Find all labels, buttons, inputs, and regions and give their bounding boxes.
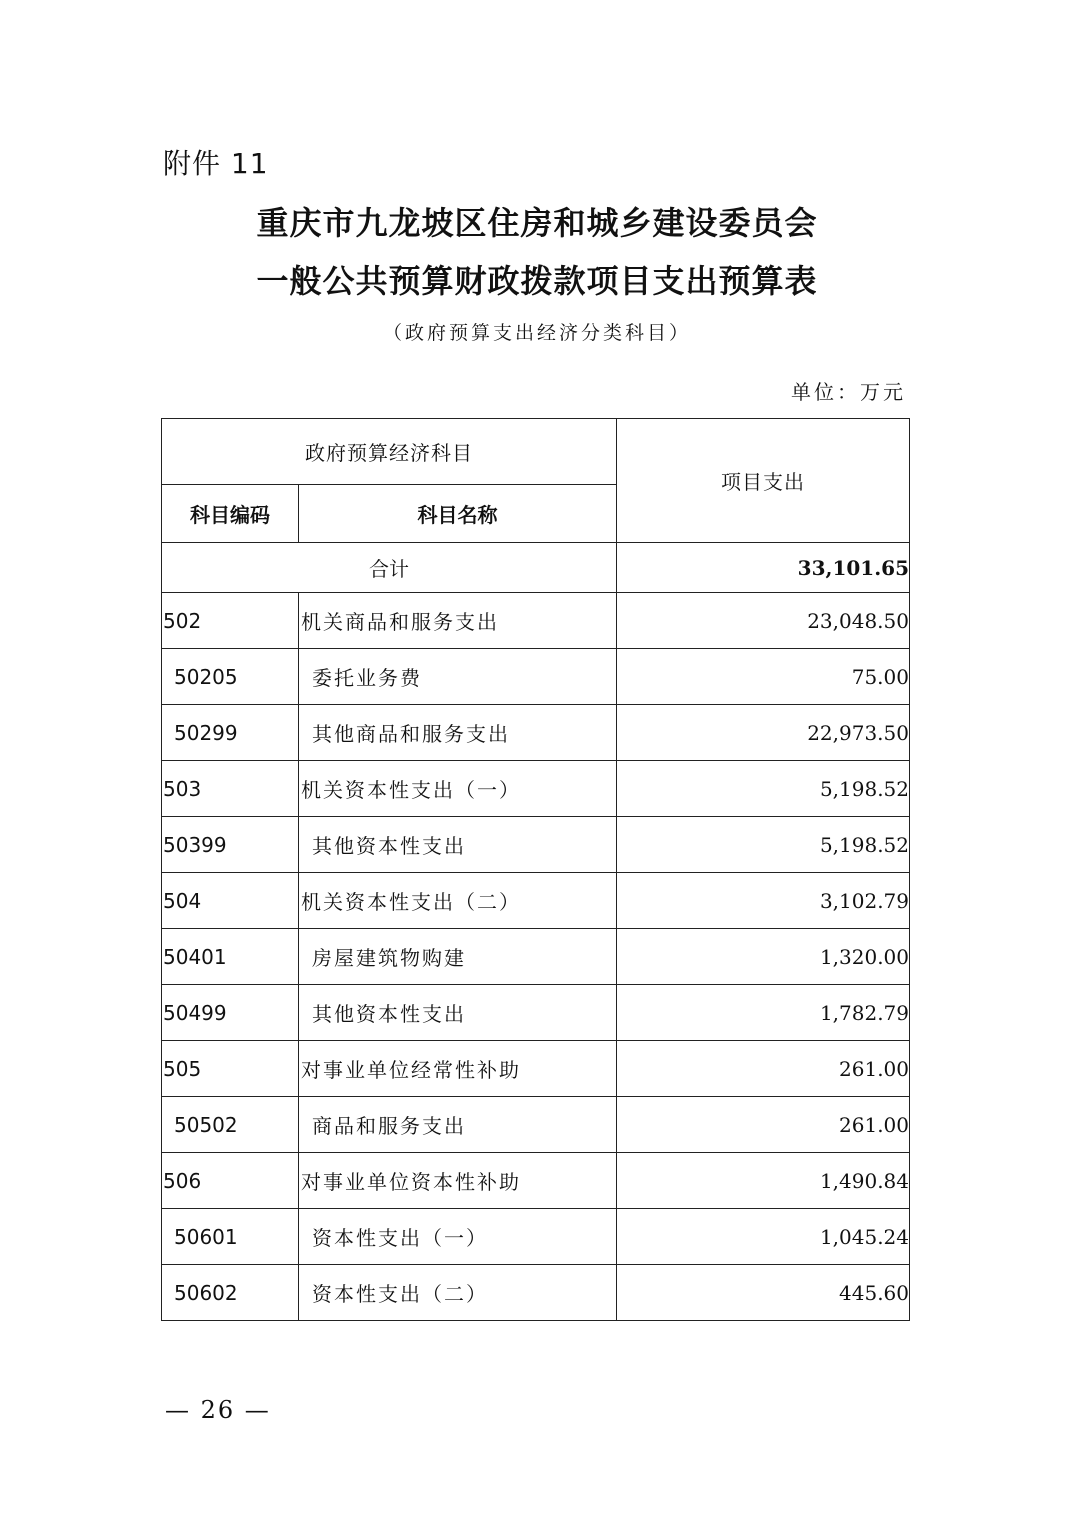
table-row <box>162 929 910 985</box>
row-code: 50502 <box>162 1097 299 1153</box>
row-code: 50399 <box>162 817 299 873</box>
row-amount: 23,048.50 <box>617 593 910 649</box>
header-code: 科目编码 <box>162 485 299 543</box>
row-amount: 22,973.50 <box>617 705 910 761</box>
row-code: 50299 <box>162 705 299 761</box>
total-row <box>162 543 910 593</box>
row-name: 其他商品和服务支出 <box>299 705 617 761</box>
row-code: 503 <box>162 761 299 817</box>
row-name: 其他资本性支出 <box>299 817 617 873</box>
page-number: — 26 — <box>165 1396 271 1424</box>
table-row <box>162 649 910 705</box>
header-name: 科目名称 <box>299 485 617 543</box>
row-code: 502 <box>162 593 299 649</box>
table-row <box>162 593 910 649</box>
row-name: 对事业单位资本性补助 <box>299 1153 617 1209</box>
row-name: 商品和服务支出 <box>299 1097 617 1153</box>
header-amount: 项目支出 <box>617 419 910 543</box>
row-name: 机关商品和服务支出 <box>299 593 617 649</box>
table-row <box>162 761 910 817</box>
row-name: 机关资本性支出（一） <box>299 761 617 817</box>
table-row <box>162 873 910 929</box>
row-code: 50401 <box>162 929 299 985</box>
table-row <box>162 1265 910 1321</box>
page-title-line1: 重庆市九龙坡区住房和城乡建设委员会 <box>256 204 818 242</box>
row-code: 50205 <box>162 649 299 705</box>
table-row <box>162 1097 910 1153</box>
budget-table <box>161 418 910 1321</box>
row-amount: 445.60 <box>617 1265 910 1321</box>
table-row <box>162 1041 910 1097</box>
row-amount: 5,198.52 <box>617 761 910 817</box>
row-code: 50499 <box>162 985 299 1041</box>
row-amount: 3,102.79 <box>617 873 910 929</box>
table-row <box>162 705 910 761</box>
table-row <box>162 1153 910 1209</box>
row-code: 50602 <box>162 1265 299 1321</box>
row-amount: 75.00 <box>617 649 910 705</box>
row-code: 506 <box>162 1153 299 1209</box>
unit-label: 单位：万元 <box>791 380 906 404</box>
row-name: 资本性支出（一） <box>299 1209 617 1265</box>
row-amount: 5,198.52 <box>617 817 910 873</box>
header-row-1 <box>162 419 910 485</box>
row-name: 资本性支出（二） <box>299 1265 617 1321</box>
attachment-label: 附件 11 <box>163 147 269 180</box>
page-title-line2: 一般公共预算财政拨款项目支出预算表 <box>256 262 818 300</box>
row-amount: 1,782.79 <box>617 985 910 1041</box>
row-name: 其他资本性支出 <box>299 985 617 1041</box>
page-subtitle: （政府预算支出经济分类科目） <box>382 322 691 344</box>
row-name: 委托业务费 <box>299 649 617 705</box>
table-row <box>162 817 910 873</box>
row-amount: 261.00 <box>617 1097 910 1153</box>
row-amount: 1,045.24 <box>617 1209 910 1265</box>
row-name: 房屋建筑物购建 <box>299 929 617 985</box>
row-amount: 1,490.84 <box>617 1153 910 1209</box>
table-row <box>162 1209 910 1265</box>
total-label: 合计 <box>162 543 617 593</box>
row-code: 50601 <box>162 1209 299 1265</box>
header-group: 政府预算经济科目 <box>162 419 617 485</box>
total-value: 33,101.65 <box>617 543 910 593</box>
row-name: 对事业单位经常性补助 <box>299 1041 617 1097</box>
row-code: 505 <box>162 1041 299 1097</box>
row-amount: 261.00 <box>617 1041 910 1097</box>
row-amount: 1,320.00 <box>617 929 910 985</box>
row-name: 机关资本性支出（二） <box>299 873 617 929</box>
table-row <box>162 985 910 1041</box>
row-code: 504 <box>162 873 299 929</box>
